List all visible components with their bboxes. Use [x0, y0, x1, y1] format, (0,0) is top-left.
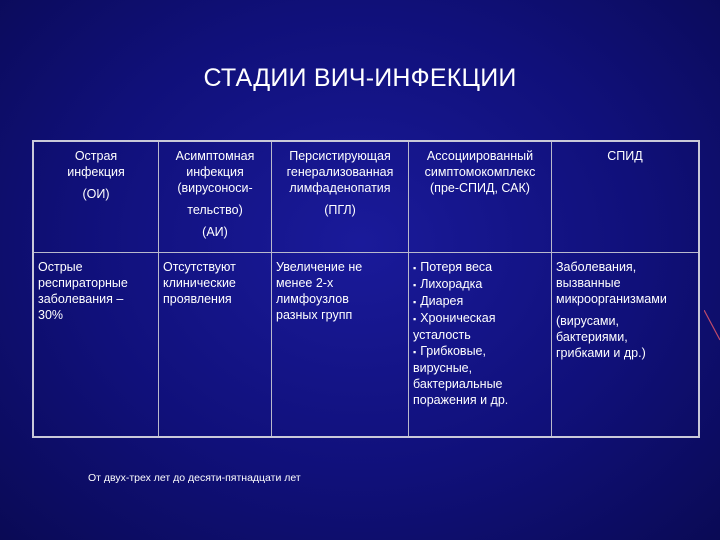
symptom-item-continued: вирусные, — [413, 361, 473, 375]
header-line: Ассоциированный — [426, 149, 534, 163]
header-acute-infection — [33, 141, 159, 253]
header-lymphadenopathy — [272, 141, 409, 253]
symptom-item-continued: поражения и др. — [413, 393, 509, 407]
header-line: генерализованная — [286, 165, 394, 179]
header-line: (ПГЛ) — [324, 203, 356, 217]
header-aids — [552, 141, 700, 253]
cell-line: респираторные — [38, 276, 128, 290]
table-header-row — [33, 141, 699, 253]
header-line: инфекция — [67, 165, 125, 179]
symptom-item-continued: усталость — [413, 328, 471, 342]
footnote: От двух-трех лет до десяти-пятнадцати лет — [88, 472, 301, 484]
header-line: инфекция — [186, 165, 244, 179]
cell-line: Острые — [38, 260, 83, 274]
cell-line: Увеличение не — [276, 260, 363, 274]
cell-line: лимфоузлов — [276, 292, 349, 306]
header-line: (ОИ) — [82, 187, 110, 201]
cell-line: Заболевания, — [556, 260, 637, 274]
cell-line: клинические — [163, 276, 236, 290]
cell-line: (вирусами, — [556, 314, 619, 328]
cell-line: проявления — [163, 292, 232, 306]
header-line: Асимптомная — [175, 149, 255, 163]
cell-line: 30% — [38, 308, 64, 322]
symptom-item: ▪ Диарея — [413, 293, 547, 310]
header-line: (АИ) — [202, 225, 228, 239]
cell-line: грибками и др.) — [556, 346, 646, 360]
header-line: лимфаденопатия — [289, 181, 391, 195]
symptom-item: ▪ Лихорадка — [413, 276, 547, 293]
header-pre-aids — [409, 141, 552, 253]
cell-line: вызванные — [556, 276, 621, 290]
header-line: СПИД — [607, 149, 643, 163]
cell-line: бактериями, — [556, 330, 628, 344]
header-asymptomatic-infection — [159, 141, 272, 253]
decorative-line-icon — [704, 310, 720, 350]
stages-table — [32, 140, 700, 438]
cell-line: заболевания – — [38, 292, 124, 306]
cell-line: разных групп — [276, 308, 353, 322]
cell-asymptomatic-infection — [159, 253, 272, 438]
symptom-item: ▪ Хроническая — [413, 310, 547, 327]
cell-lymphadenopathy — [272, 253, 409, 438]
symptom-item: ▪ Потеря веса — [413, 259, 547, 276]
header-line: симптомокомплекс — [424, 165, 536, 179]
header-line: (пре-СПИД, САК) — [430, 181, 530, 195]
cell-line: менее 2-х — [276, 276, 334, 290]
header-line: тельство) — [187, 203, 243, 217]
header-line: (вирусоноси- — [177, 181, 253, 195]
cell-aids — [552, 253, 700, 438]
header-line: Острая — [74, 149, 118, 163]
cell-line: микроорганизмами — [556, 292, 667, 306]
table-body-row — [33, 253, 699, 438]
symptom-item-continued: бактериальные — [413, 377, 503, 391]
cell-line: Отсутствуют — [163, 260, 236, 274]
page-title: СТАДИИ ВИЧ-ИНФЕКЦИИ — [203, 64, 517, 92]
cell-pre-aids — [409, 253, 552, 438]
header-line: Персистирующая — [289, 149, 391, 163]
symptom-item: ▪ Грибковые, — [413, 343, 547, 360]
cell-acute-infection — [33, 253, 159, 438]
